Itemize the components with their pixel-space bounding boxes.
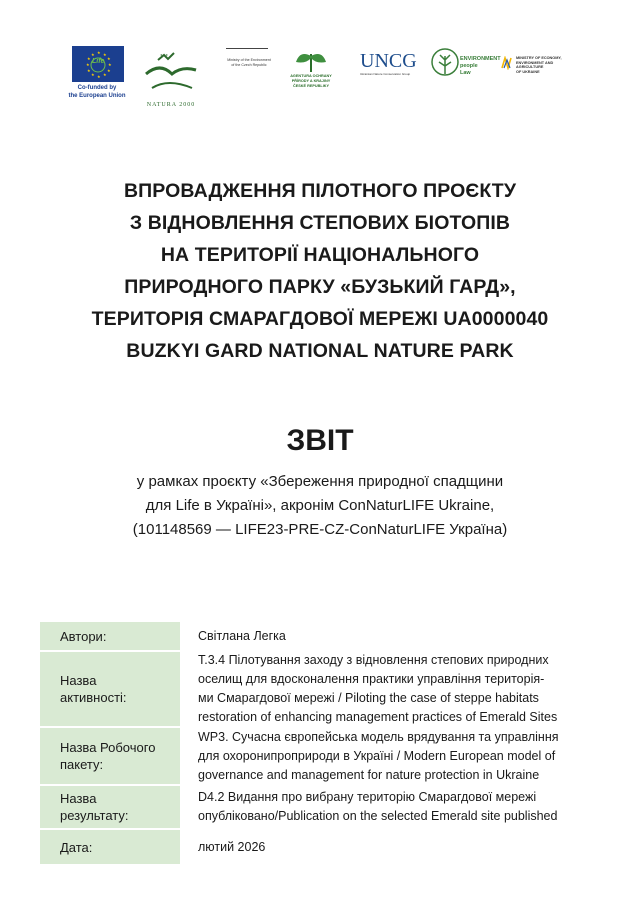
table-row-work-package [40, 728, 600, 786]
table-row-date [40, 830, 600, 866]
svg-text:★: ★ [91, 72, 95, 77]
partner-logos [60, 44, 585, 116]
title-line: ВПРОВАДЖЕННЯ ПІЛОТНОГО ПРОЄКТУ [123, 180, 517, 202]
life-wordmark: Life [92, 58, 105, 65]
report-heading: ЗВІТ [286, 424, 354, 457]
natura-2000-logo [142, 44, 200, 102]
svg-text:★: ★ [86, 62, 90, 67]
svg-text:★: ★ [87, 56, 91, 61]
aopk-logo: AGENTURA OCHRANY PŘÍRODY A KRAJINY ČESKÉ REPUBLIKY [286, 46, 336, 102]
title-line: ТЕРИТОРІЯ СМАРАГДОВОЇ МЕРЕЖІ UA0000040 [91, 308, 549, 330]
svg-text:★: ★ [97, 74, 101, 79]
authors-label: Автори: [40, 622, 180, 650]
activity-label: Назва активності: [40, 652, 180, 726]
svg-text:★: ★ [103, 52, 107, 57]
ministry-divider [226, 48, 268, 49]
activity-value: Т.3.4 Пілотування заходу з відновлення степових природних оселищ для вдосконалення практики управління територія- ми Смарагдової мережі / Piloting the case of steppe habitats restoration of enhancing management practices of Emerald Sites [198, 653, 558, 724]
environment-people-law-logo: ENVIRONMENT people Law [430, 44, 510, 84]
ministry-emblem-icon [500, 56, 514, 70]
title-line: НА ТЕРИТОРІЇ НАЦІОНАЛЬНОГО [160, 244, 480, 266]
natura-caption: NATURA 2000 [146, 102, 196, 108]
ministry-czech-logo: Ministry of the Environment of the Czech Republic [222, 48, 274, 82]
title-line: BUZKYI GARD NATIONAL NATURE PARK [126, 340, 514, 362]
ministry-ukraine-logo: MINISTRY OF ECONOMY, ENVIRONMENT AND AGRICULTURE OF UKRAINE [500, 54, 580, 74]
result-label: Назва результату: [40, 786, 180, 828]
uncg-logo: UNCG Ukrainian Nature Conservation Group [360, 50, 417, 76]
title-line: ПРИРОДНОГО ПАРКУ «БУЗЬКИЙ ГАРД», [124, 276, 516, 298]
result-value: D4.2 Видання про вибрану територію Смарагдової мережі опубліковано/Publication on the selected Emerald site published [198, 790, 558, 823]
table-row-authors [40, 622, 600, 652]
date-value: лютий 2026 [198, 839, 266, 854]
table-row-result [40, 786, 600, 830]
leaf-icon [286, 46, 336, 74]
svg-text:★: ★ [97, 50, 101, 55]
subtitle-line: у рамках проєкту «Збереження природної спадщини [136, 473, 504, 490]
authors-value: Світлана Легка [198, 628, 286, 643]
subtitle-line: (101148569 — LIFE23-PRE-CZ-ConNaturLIFE Україна) [132, 521, 508, 538]
subtitle-line: для Life в Україні», акронім ConNaturLIFE Ukraine, [145, 497, 495, 514]
svg-text:★: ★ [107, 56, 111, 61]
table-row-activity [40, 652, 600, 728]
svg-text:★★★: ★★★ [160, 53, 169, 57]
date-label: Дата: [40, 830, 180, 864]
work-package-label: Назва Робочого пакету: [40, 728, 180, 784]
natura-bird-icon [142, 44, 200, 102]
tree-emblem-icon [430, 44, 460, 84]
eu-caption: Co-funded by the European Union [68, 85, 126, 99]
title-line: З ВІДНОВЛЕННЯ СТЕПОВИХ БІОТОПІВ [129, 212, 511, 234]
report-title [0, 175, 640, 367]
work-package-value: WP3. Сучасна європейська модель врядування та управління для охоронипроприроди в Україні / Modern European model of governance and management for nature protection in Ukraine [198, 729, 559, 782]
report-meta-table [40, 622, 600, 866]
svg-text:★: ★ [108, 62, 112, 67]
report-subtitle [0, 470, 640, 542]
svg-text:★: ★ [107, 68, 111, 73]
svg-text:★: ★ [103, 72, 107, 77]
svg-text:★: ★ [87, 68, 91, 73]
svg-text:★: ★ [91, 52, 95, 57]
eu-life-logo [72, 46, 124, 82]
